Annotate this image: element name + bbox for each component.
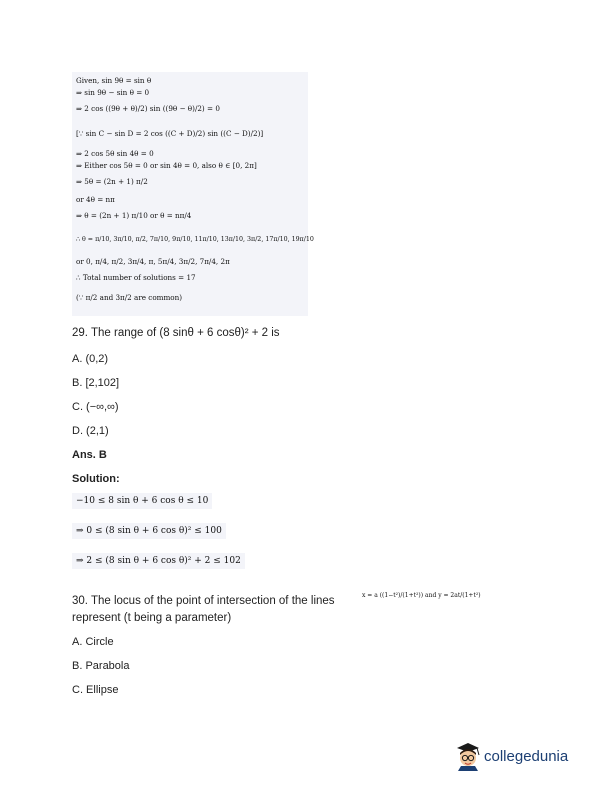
q30-option-c: C. Ellipse <box>72 684 119 696</box>
q30-option-a: A. Circle <box>72 636 114 648</box>
sol-line-12: ∴ Total number of solutions = 17 <box>76 273 196 282</box>
sol-line-9: ⇒ θ = (2n + 1) π/10 or θ = nπ/4 <box>76 211 192 220</box>
sol-line-7: ⇒ 5θ = (2n + 1) π/2 <box>76 177 148 186</box>
sol-line-3: ⇒ 2 cos ((9θ + θ)/2) sin ((9θ − θ)/2) = 0 <box>76 104 220 113</box>
sol-line-13: (∵ π/2 and 3π/2 are common) <box>76 293 183 302</box>
q29-solution-line-3: ⇒ 2 ≤ (8 sin θ + 6 cos θ)² + 2 ≤ 102 <box>72 553 245 569</box>
q30-question-part2: represent (t being a parameter) <box>72 612 232 624</box>
q29-solution-label: Solution: <box>72 473 120 485</box>
sol-line-8: or 4θ = nπ <box>76 195 115 204</box>
q29-option-a: A. (0,2) <box>72 353 109 365</box>
sol-line-5: ⇒ 2 cos 5θ sin 4θ = 0 <box>76 149 154 158</box>
sol-line-2: ⇒ sin 9θ − sin θ = 0 <box>76 88 150 97</box>
sol-line-6: ⇒ Either cos 5θ = 0 or sin 4θ = 0, also θ ∈ [0, 2π] <box>76 161 257 170</box>
q30-question-part1: 30. The locus of the point of intersection of the lines <box>72 595 335 607</box>
sol-line-4: [∵ sin C − sin D = 2 cos ((C + D)/2) sin ((C − D)/2)] <box>76 129 264 138</box>
q29-option-c: C. (−∞,∞) <box>72 401 119 413</box>
q29-option-d: D. (2,1) <box>72 425 109 437</box>
sol-line-1: Given, sin 9θ = sin θ <box>76 76 152 85</box>
brand-name: collegedunia <box>484 748 569 765</box>
q30-option-b: B. Parabola <box>72 660 130 672</box>
sol-line-11: or 0, π/4, π/2, 3π/4, π, 5π/4, 3π/2, 7π/4, 2π <box>76 257 230 266</box>
q29-option-b: B. [2,102] <box>72 377 120 389</box>
q29-solution-line-2: ⇒ 0 ≤ (8 sin θ + 6 cos θ)² ≤ 100 <box>72 523 226 539</box>
q29-question: 29. The range of (8 sinθ + 6 cosθ)² + 2 is <box>72 327 280 339</box>
q30-equation: x = a ((1−t²)/(1+t²)) and y = 2at/(1+t²) <box>362 592 481 599</box>
sol-line-10: ∴ θ = π/10, 3π/10, π/2, 7π/10, 9π/10, 11π/10, 13π/10, 3π/2, 17π/10, 19π/10 <box>76 236 314 243</box>
q29-answer: Ans. B <box>72 449 107 461</box>
q29-solution-line-1: −10 ≤ 8 sin θ + 6 cos θ ≤ 10 <box>72 493 212 509</box>
